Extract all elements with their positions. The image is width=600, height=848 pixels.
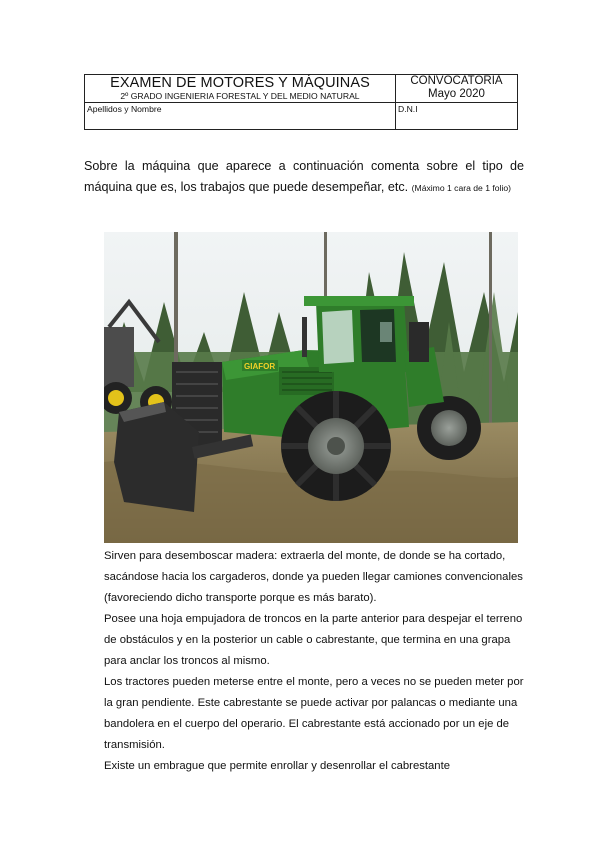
answer-paragraph: Sirven para desemboscar madera: extraerla del monte, de donde se ha cortado, sacándose hacia los cargaderos, donde ya pueden llegar camiones convencionales (favoreciendo dicho transporte porque es más barato).	[104, 550, 523, 604]
question-note: (Máximo 1 cara de 1 folio)	[411, 183, 512, 193]
skidder-photo	[104, 232, 518, 543]
answer-paragraph: Existe un embrague que permite enrollar y desenrollar el cabrestante	[104, 760, 451, 772]
convocatoria-date: Mayo 2020	[428, 88, 485, 100]
exam-title: EXAMEN DE MOTORES Y MÁQUINAS	[110, 75, 370, 91]
answer-text	[104, 546, 524, 777]
exam-title-cell	[85, 75, 396, 103]
exam-header-table	[84, 74, 518, 130]
degree-label: 2º GRADO INGENIERIA FORESTAL Y DEL MEDIO NATURAL	[120, 91, 360, 101]
dni-field[interactable]	[396, 103, 517, 129]
answer-paragraph: Los tractores pueden meterse entre el monte, pero a veces no se pueden meter por la gran pendiente. Este cabrestante se puede activar por palancas o mediante una bandolera en el cuerpo del operario. El cabrestante está accionado por un eje de transmisión.	[104, 676, 524, 751]
name-label: Apellidos y Nombre	[87, 104, 162, 114]
question-body: Sobre la máquina que aparece a continuación comenta sobre el tipo de máquina que es, los trabajos que puede desempeñar, etc.	[84, 159, 524, 194]
answer-paragraph: Posee una hoja empujadora de troncos en la parte anterior para despejar el terreno de obstáculos y en la posterior un cable o cabrestante, que termina en una grapa para anclar los troncos al mismo.	[104, 613, 523, 667]
brand-logo: GIAFOR	[244, 362, 276, 371]
convocatoria-label: CONVOCATORIA	[410, 75, 503, 87]
student-name-field[interactable]	[85, 103, 396, 129]
dni-label: D.N.I	[398, 104, 418, 114]
question-text	[84, 156, 524, 199]
convocatoria-cell	[396, 75, 517, 103]
